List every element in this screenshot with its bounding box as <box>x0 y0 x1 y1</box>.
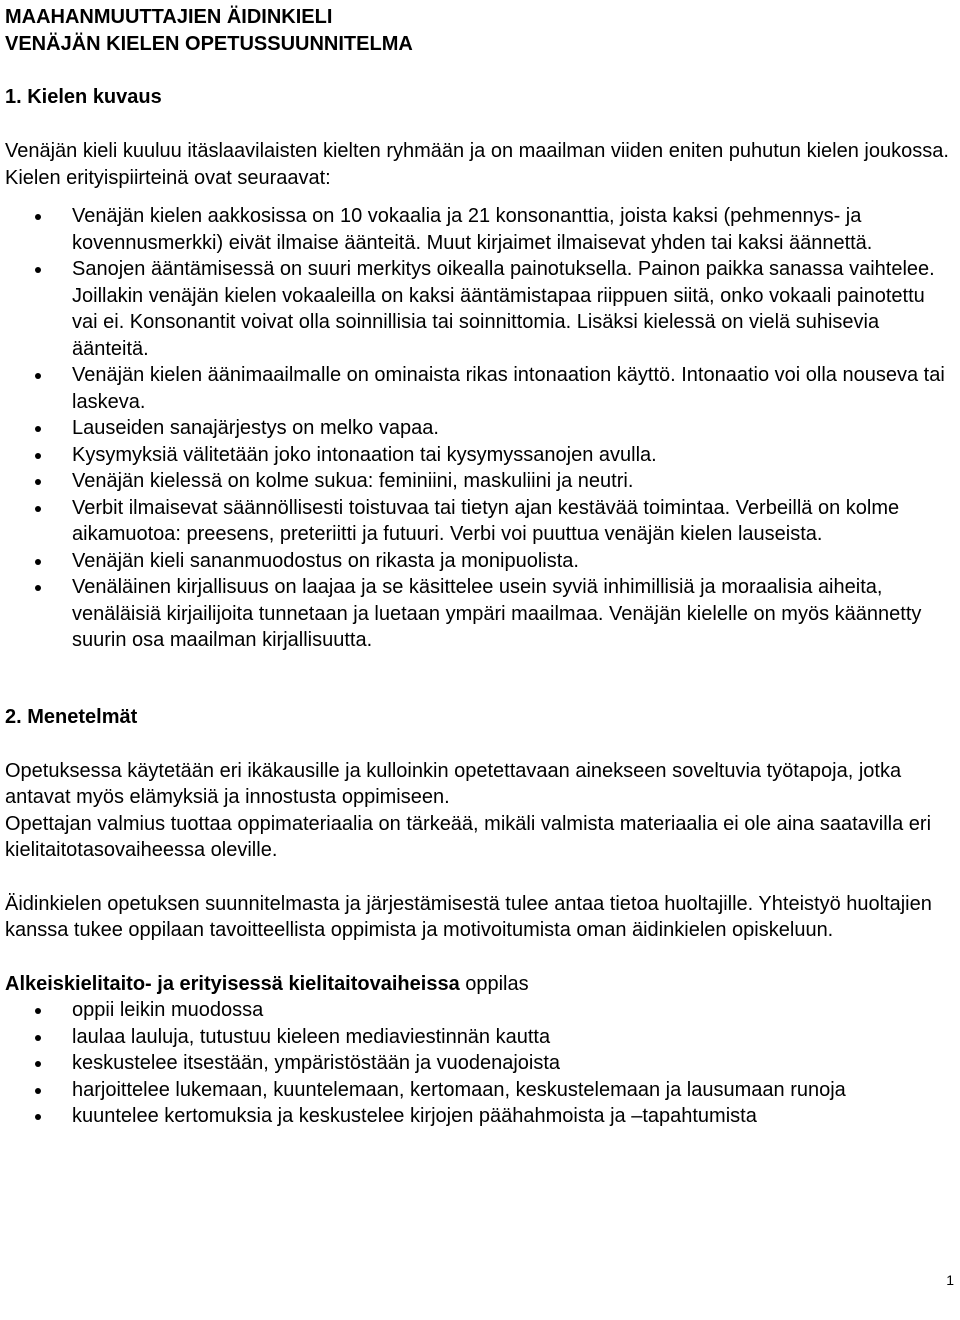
list-item: Lauseiden sanajärjestys on melko vapaa. <box>5 415 955 442</box>
list-item: laulaa lauluja, tutustuu kieleen mediaviestinnän kautta <box>5 1024 905 1051</box>
section-1-intro: Venäjän kieli kuuluu itäslaavilaisten kielten ryhmään ja on maailman viiden eniten puhutun kielen joukossa. Kielen erityispiirteinä ovat seuraavat: <box>5 140 949 189</box>
list-item: kuuntelee kertomuksia ja keskustelee kirjojen päähahmoista ja –tapahtumista <box>5 1103 905 1130</box>
page-number: 1 <box>946 1272 954 1288</box>
title-line-1: MAAHANMUUTTAJIEN ÄIDINKIELI <box>5 6 333 28</box>
level-heading-bold: Alkeiskielitaito- ja erityisessä kielitaitovaiheissa <box>5 972 460 995</box>
level-heading <box>5 971 957 998</box>
list-item: Venäjän kieli sananmuodostus on rikasta ja monipuolista. <box>5 548 955 575</box>
section-2-paragraph-1: Opetuksessa käytetään eri ikäkausille ja kulloinkin opetettavaan ainekseen soveltuvia työtapoja, jotka antavat myös elämyksiä ja innostusta oppimiseen. <box>5 759 902 808</box>
list-item: Verbit ilmaisevat säännöllisesti toistuvaa tai tietyn ajan kestävää toimintaa. Verbeillä on kolme aikamuotoa: preesens, preteriitti ja futuuri. Verbi voi puuttua venäjän kielen lauseista. <box>5 495 955 548</box>
level-heading-rest: oppilas <box>459 972 529 995</box>
title-line-2: VENÄJÄN KIELEN OPETUSSUUNNITELMA <box>5 33 413 55</box>
document-title <box>5 4 957 58</box>
document-page <box>5 4 957 1130</box>
level-list <box>5 997 905 1130</box>
section-2-paragraph-3: Äidinkielen opetuksen suunnitelmasta ja järjestämisestä tulee antaa tietoa huoltajille. Yhteistyö huoltajien kanssa tukee oppilaan tavoitteellista oppimista ja motivoitumista oman äidinkielen opiskeluun. <box>5 892 932 941</box>
section-2-paragraph-2: Opettajan valmius tuottaa oppimateriaalia on tärkeää, mikäli valmista materiaalia ei ole aina saatavilla eri kielitaitotasovaiheessa oleville. <box>5 812 932 861</box>
list-item: keskustelee itsestään, ympäristöstään ja vuodenajoista <box>5 1050 905 1077</box>
list-item: Venäjän kielen äänimaailmalle on ominaista rikas intonaation käyttö. Intonaatio voi olla nouseva tai laskeva. <box>5 362 955 415</box>
section-2-heading: 2. Menetelmät <box>5 705 138 728</box>
list-item: oppii leikin muodossa <box>5 997 905 1024</box>
list-item: Venäjän kielessä on kolme sukua: feminiini, maskuliini ja neutri. <box>5 468 955 495</box>
list-item: Sanojen ääntämisessä on suuri merkitys oikealla painotuksella. Painon paikka sanassa vaihtelee. Joillakin venäjän kielen vokaaleilla on kaksi ääntämistapaa riippuen siitä, onko vokaali painotettu vai ei. Konsonantit voivat olla soinnillisia tai soinnittomia. Lisäksi kielessä on vielä suhisevia äänteitä. <box>5 256 955 362</box>
section-1-heading: 1. Kielen kuvaus <box>5 86 162 108</box>
list-item: Kysymyksiä välitetään joko intonaation tai kysymyssanojen avulla. <box>5 442 955 469</box>
list-item: harjoittelee lukemaan, kuuntelemaan, kertomaan, keskustelemaan ja lausumaan runoja <box>5 1077 905 1104</box>
list-item: Venäjän kielen aakkosissa on 10 vokaalia ja 21 konsonanttia, joista kaksi (pehmennys- ja kovennusmerkki) eivät ilmaise äänteitä. Muut kirjaimet ilmaisevat yhden tai kaksi äännettä. <box>5 203 955 256</box>
list-item: Venäläinen kirjallisuus on laajaa ja se käsittelee usein syviä inhimillisiä ja moraalisia aiheita, venäläisiä kirjailijoita tunnetaan ja luetaan ympäri maailmaa. Venäjän kielelle on myös käännetty suurin osa maailman kirjallisuutta. <box>5 574 955 654</box>
section-1-list <box>5 203 955 654</box>
